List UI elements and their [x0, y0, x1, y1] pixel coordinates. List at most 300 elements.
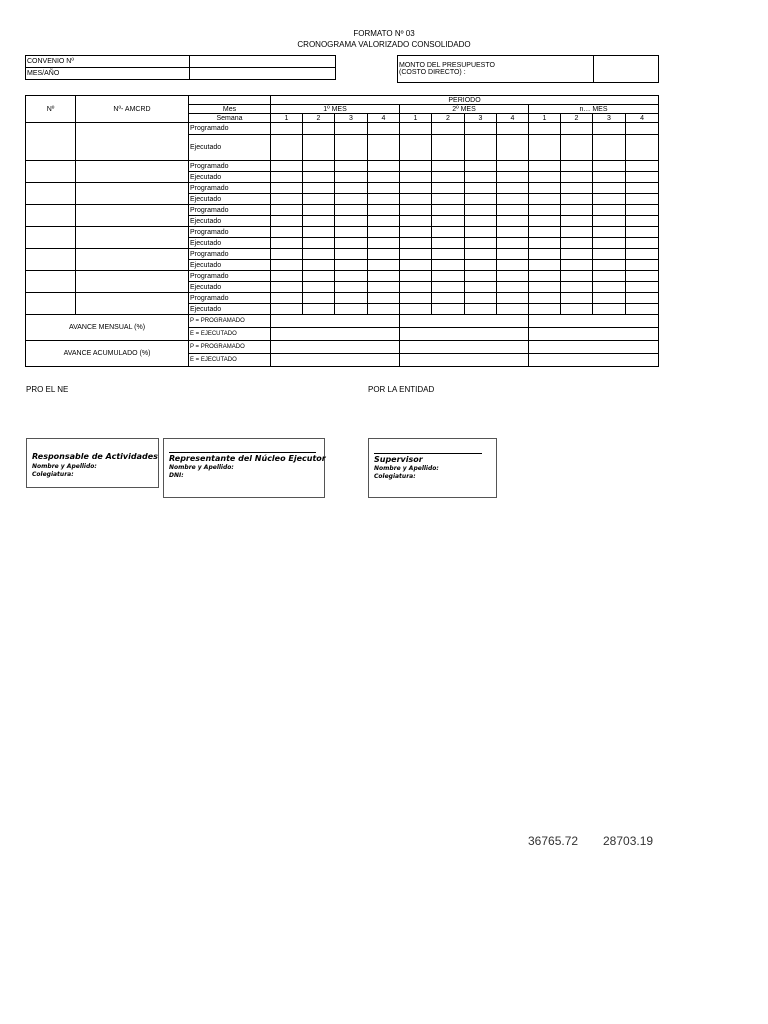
- week-cell[interactable]: [497, 227, 529, 238]
- e-ejecutado-label: E = EJECUTADO: [189, 328, 271, 341]
- week-cell[interactable]: [465, 172, 497, 183]
- week-cell[interactable]: [432, 293, 465, 304]
- programado-label: Programado: [189, 205, 271, 216]
- week-cell[interactable]: [529, 161, 561, 172]
- week-cell[interactable]: [497, 161, 529, 172]
- week-cell[interactable]: [368, 227, 400, 238]
- week-cell[interactable]: [271, 205, 303, 216]
- week-cell[interactable]: [432, 216, 465, 227]
- week-cell[interactable]: [626, 249, 659, 260]
- week-cell[interactable]: [497, 123, 529, 135]
- week-cell[interactable]: [303, 161, 335, 172]
- week-header: 1: [529, 114, 561, 123]
- week-cell[interactable]: [303, 293, 335, 304]
- week-cell[interactable]: [335, 304, 368, 315]
- week-cell[interactable]: [368, 194, 400, 205]
- activity-number-cell[interactable]: [26, 249, 76, 271]
- activity-number-cell[interactable]: [26, 227, 76, 249]
- col-amcrd-header: Nº- AMCRD: [76, 96, 189, 123]
- week-cell[interactable]: [626, 304, 659, 315]
- convenio-label: CONVENIO Nº: [26, 56, 190, 68]
- week-header: 3: [465, 114, 497, 123]
- avance-acumulado-label: AVANCE ACUMULADO (%): [26, 341, 189, 367]
- week-cell[interactable]: [561, 161, 593, 172]
- week-cell[interactable]: [303, 271, 335, 282]
- week-cell[interactable]: [432, 227, 465, 238]
- week-cell[interactable]: [497, 194, 529, 205]
- programado-label: Programado: [189, 271, 271, 282]
- p-programado-label: P = PROGRAMADO: [189, 315, 271, 328]
- week-header: 2: [561, 114, 593, 123]
- week-cell[interactable]: [626, 227, 659, 238]
- programado-label: Programado: [189, 161, 271, 172]
- programado-label: Programado: [189, 227, 271, 238]
- footer-number-1: 36765.72: [528, 834, 579, 848]
- week-cell[interactable]: [271, 135, 303, 161]
- week-cell[interactable]: [335, 238, 368, 249]
- week-cell[interactable]: [400, 249, 432, 260]
- activity-row-programado: [26, 123, 659, 135]
- signature-name-label: Nombre y Apellido:: [374, 465, 439, 472]
- activity-row-programado: [26, 227, 659, 238]
- activity-amcrd-cell[interactable]: [76, 271, 189, 293]
- week-cell[interactable]: [465, 135, 497, 161]
- week-cell[interactable]: [400, 282, 432, 293]
- week-cell[interactable]: [593, 172, 626, 183]
- week-cell[interactable]: [465, 260, 497, 271]
- week-cell[interactable]: [529, 216, 561, 227]
- week-cell[interactable]: [497, 238, 529, 249]
- week-cell[interactable]: [432, 194, 465, 205]
- month-2-header: 2º MES: [400, 105, 529, 114]
- week-cell[interactable]: [303, 249, 335, 260]
- week-cell[interactable]: [335, 293, 368, 304]
- week-cell[interactable]: [626, 183, 659, 194]
- activity-amcrd-cell[interactable]: [76, 249, 189, 271]
- week-cell[interactable]: [529, 238, 561, 249]
- week-cell[interactable]: [368, 216, 400, 227]
- week-cell[interactable]: [368, 238, 400, 249]
- week-cell[interactable]: [561, 227, 593, 238]
- activity-row-programado: [26, 249, 659, 260]
- week-cell[interactable]: [400, 183, 432, 194]
- week-cell[interactable]: [465, 249, 497, 260]
- week-cell[interactable]: [303, 183, 335, 194]
- week-cell[interactable]: [271, 227, 303, 238]
- signature-line: [374, 453, 482, 454]
- week-cell[interactable]: [271, 172, 303, 183]
- week-cell[interactable]: [593, 238, 626, 249]
- week-cell[interactable]: [303, 238, 335, 249]
- week-cell[interactable]: [497, 260, 529, 271]
- week-cell[interactable]: [593, 260, 626, 271]
- week-cell[interactable]: [335, 194, 368, 205]
- week-cell[interactable]: [335, 271, 368, 282]
- activity-row-programado: [26, 205, 659, 216]
- week-cell[interactable]: [303, 216, 335, 227]
- e-ejecutado-label: E = EJECUTADO: [189, 354, 271, 367]
- monto-value[interactable]: [594, 56, 659, 83]
- week-cell[interactable]: [303, 135, 335, 161]
- week-cell[interactable]: [593, 216, 626, 227]
- activity-row-programado: [26, 293, 659, 304]
- week-cell[interactable]: [465, 123, 497, 135]
- activity-amcrd-cell[interactable]: [76, 123, 189, 161]
- week-cell[interactable]: [271, 260, 303, 271]
- week-header: 2: [303, 114, 335, 123]
- week-cell[interactable]: [593, 205, 626, 216]
- week-cell[interactable]: [529, 249, 561, 260]
- monto-label-line1: MONTO DEL PRESUPUESTO: [399, 62, 495, 69]
- signature-title: Representante del Núcleo Ejecutor: [169, 454, 326, 463]
- summary-cell[interactable]: [529, 315, 659, 328]
- week-cell[interactable]: [368, 183, 400, 194]
- week-cell[interactable]: [561, 183, 593, 194]
- week-header: 2: [432, 114, 465, 123]
- week-cell[interactable]: [432, 238, 465, 249]
- week-header: 4: [626, 114, 659, 123]
- week-cell[interactable]: [561, 271, 593, 282]
- mes-anio-value[interactable]: [190, 68, 336, 80]
- week-cell[interactable]: [335, 205, 368, 216]
- pro-el-ne-label: PRO EL NE: [26, 385, 69, 394]
- ejecutado-label: Ejecutado: [189, 216, 271, 227]
- week-cell[interactable]: [497, 293, 529, 304]
- week-cell[interactable]: [368, 304, 400, 315]
- week-cell[interactable]: [529, 183, 561, 194]
- week-cell[interactable]: [368, 161, 400, 172]
- week-cell[interactable]: [303, 227, 335, 238]
- mes-label: Mes: [189, 105, 271, 114]
- week-cell[interactable]: [303, 304, 335, 315]
- footer-number-2: 28703.19: [603, 834, 654, 848]
- p-programado-label: P = PROGRAMADO: [189, 341, 271, 354]
- week-cell[interactable]: [303, 172, 335, 183]
- activity-number-cell[interactable]: [26, 123, 76, 161]
- week-cell[interactable]: [368, 172, 400, 183]
- week-cell[interactable]: [626, 161, 659, 172]
- signature-name-label: Nombre y Apellido:: [169, 464, 234, 471]
- week-cell[interactable]: [400, 123, 432, 135]
- summary-cell[interactable]: [529, 341, 659, 354]
- mes-anio-label: MES/AÑO: [26, 68, 190, 80]
- signature-colegiatura-label: Colegiatura:: [32, 471, 74, 478]
- week-cell[interactable]: [271, 304, 303, 315]
- ejecutado-label: Ejecutado: [189, 282, 271, 293]
- month-1-header: 1º MES: [271, 105, 400, 114]
- week-cell[interactable]: [529, 205, 561, 216]
- week-cell[interactable]: [529, 293, 561, 304]
- week-cell[interactable]: [529, 282, 561, 293]
- week-cell[interactable]: [529, 123, 561, 135]
- week-cell[interactable]: [465, 183, 497, 194]
- week-cell[interactable]: [593, 161, 626, 172]
- summary-cell[interactable]: [271, 328, 400, 341]
- week-cell[interactable]: [368, 260, 400, 271]
- periodo-header: PERIODO: [271, 96, 659, 105]
- week-header: 3: [593, 114, 626, 123]
- activity-number-cell[interactable]: [26, 161, 76, 183]
- week-header: 3: [335, 114, 368, 123]
- week-cell[interactable]: [400, 260, 432, 271]
- summary-cell[interactable]: [400, 354, 529, 367]
- week-cell[interactable]: [400, 227, 432, 238]
- por-la-entidad-label: POR LA ENTIDAD: [368, 385, 435, 394]
- week-cell[interactable]: [497, 135, 529, 161]
- week-cell[interactable]: [593, 293, 626, 304]
- week-cell[interactable]: [593, 271, 626, 282]
- week-cell[interactable]: [497, 249, 529, 260]
- week-cell[interactable]: [432, 172, 465, 183]
- week-cell[interactable]: [593, 194, 626, 205]
- week-cell[interactable]: [335, 123, 368, 135]
- week-cell[interactable]: [271, 282, 303, 293]
- week-cell[interactable]: [335, 260, 368, 271]
- week-cell[interactable]: [497, 304, 529, 315]
- week-cell[interactable]: [432, 123, 465, 135]
- week-cell[interactable]: [529, 260, 561, 271]
- activity-number-cell[interactable]: [26, 271, 76, 293]
- schedule-table: [25, 95, 659, 367]
- week-cell[interactable]: [561, 123, 593, 135]
- week-cell[interactable]: [561, 238, 593, 249]
- week-cell[interactable]: [400, 161, 432, 172]
- week-cell[interactable]: [626, 271, 659, 282]
- form-number: FORMATO Nº 03: [353, 29, 415, 38]
- week-cell[interactable]: [271, 183, 303, 194]
- week-cell[interactable]: [465, 304, 497, 315]
- signature-name-label: Nombre y Apellido:: [32, 463, 97, 470]
- activity-number-cell[interactable]: [26, 205, 76, 227]
- week-cell[interactable]: [303, 260, 335, 271]
- summary-cell[interactable]: [271, 341, 400, 354]
- programado-label: Programado: [189, 249, 271, 260]
- convenio-value[interactable]: [190, 56, 336, 68]
- week-cell[interactable]: [432, 304, 465, 315]
- programado-label: Programado: [189, 183, 271, 194]
- ejecutado-label: Ejecutado: [189, 172, 271, 183]
- week-cell[interactable]: [529, 227, 561, 238]
- week-cell[interactable]: [271, 161, 303, 172]
- week-cell[interactable]: [561, 260, 593, 271]
- week-cell[interactable]: [368, 293, 400, 304]
- week-cell[interactable]: [368, 135, 400, 161]
- week-cell[interactable]: [561, 282, 593, 293]
- week-cell[interactable]: [303, 282, 335, 293]
- week-cell[interactable]: [561, 135, 593, 161]
- week-cell[interactable]: [465, 271, 497, 282]
- week-cell[interactable]: [271, 249, 303, 260]
- week-cell[interactable]: [561, 172, 593, 183]
- monto-label: [398, 56, 594, 83]
- week-cell[interactable]: [593, 123, 626, 135]
- week-cell[interactable]: [529, 304, 561, 315]
- week-cell[interactable]: [400, 238, 432, 249]
- week-cell[interactable]: [593, 282, 626, 293]
- week-cell[interactable]: [561, 293, 593, 304]
- week-cell[interactable]: [335, 172, 368, 183]
- week-cell[interactable]: [368, 205, 400, 216]
- week-cell[interactable]: [432, 135, 465, 161]
- ejecutado-label: Ejecutado: [189, 135, 271, 161]
- form-title: CRONOGRAMA VALORIZADO CONSOLIDADO: [297, 40, 471, 49]
- week-cell[interactable]: [271, 293, 303, 304]
- week-cell[interactable]: [626, 135, 659, 161]
- week-cell[interactable]: [626, 216, 659, 227]
- week-cell[interactable]: [529, 194, 561, 205]
- week-cell[interactable]: [432, 205, 465, 216]
- month-n-header: n… MES: [529, 105, 659, 114]
- week-cell[interactable]: [561, 249, 593, 260]
- ejecutado-label: Ejecutado: [189, 238, 271, 249]
- summary-cell[interactable]: [400, 328, 529, 341]
- week-cell[interactable]: [465, 293, 497, 304]
- week-cell[interactable]: [465, 161, 497, 172]
- signature-box-responsable: [26, 438, 159, 488]
- week-cell[interactable]: [529, 271, 561, 282]
- activity-number-cell[interactable]: [26, 183, 76, 205]
- week-cell[interactable]: [465, 194, 497, 205]
- week-cell[interactable]: [271, 123, 303, 135]
- week-cell[interactable]: [368, 249, 400, 260]
- week-cell[interactable]: [335, 282, 368, 293]
- week-cell[interactable]: [529, 135, 561, 161]
- week-cell[interactable]: [626, 123, 659, 135]
- summary-cell[interactable]: [400, 341, 529, 354]
- activity-amcrd-cell[interactable]: [76, 293, 189, 315]
- week-cell[interactable]: [400, 194, 432, 205]
- ejecutado-label: Ejecutado: [189, 260, 271, 271]
- week-cell[interactable]: [593, 227, 626, 238]
- week-cell[interactable]: [271, 194, 303, 205]
- week-cell[interactable]: [626, 194, 659, 205]
- week-cell[interactable]: [593, 183, 626, 194]
- week-cell[interactable]: [529, 172, 561, 183]
- week-cell[interactable]: [335, 161, 368, 172]
- week-cell[interactable]: [335, 216, 368, 227]
- week-cell[interactable]: [626, 172, 659, 183]
- week-cell[interactable]: [593, 249, 626, 260]
- week-cell[interactable]: [561, 216, 593, 227]
- week-cell[interactable]: [465, 216, 497, 227]
- activity-amcrd-cell[interactable]: [76, 205, 189, 227]
- monto-table: [397, 55, 659, 83]
- week-cell[interactable]: [271, 216, 303, 227]
- signature-title: Supervisor: [374, 455, 423, 464]
- week-cell[interactable]: [432, 183, 465, 194]
- activity-number-cell[interactable]: [26, 293, 76, 315]
- col-n-header: Nº: [26, 96, 76, 123]
- week-header: 1: [400, 114, 432, 123]
- week-cell[interactable]: [335, 227, 368, 238]
- week-cell[interactable]: [432, 249, 465, 260]
- convenio-table: [25, 55, 336, 80]
- week-cell[interactable]: [626, 238, 659, 249]
- activity-row-programado: [26, 161, 659, 172]
- week-cell[interactable]: [432, 161, 465, 172]
- week-cell[interactable]: [400, 135, 432, 161]
- week-cell[interactable]: [303, 194, 335, 205]
- week-cell[interactable]: [497, 183, 529, 194]
- week-cell[interactable]: [465, 227, 497, 238]
- ejecutado-label: Ejecutado: [189, 194, 271, 205]
- week-header: 4: [368, 114, 400, 123]
- week-header: 4: [497, 114, 529, 123]
- week-cell[interactable]: [400, 205, 432, 216]
- activity-row-programado: [26, 183, 659, 194]
- week-cell[interactable]: [432, 282, 465, 293]
- week-cell[interactable]: [368, 271, 400, 282]
- signature-title: Responsable de Actividades: [32, 452, 158, 461]
- avance-mensual-label: AVANCE MENSUAL (%): [26, 315, 189, 341]
- week-header: 1: [271, 114, 303, 123]
- week-cell[interactable]: [303, 205, 335, 216]
- week-cell[interactable]: [497, 205, 529, 216]
- week-cell[interactable]: [303, 123, 335, 135]
- signature-line: [169, 452, 316, 453]
- activity-row-programado: [26, 271, 659, 282]
- week-cell[interactable]: [271, 271, 303, 282]
- summary-cell[interactable]: [271, 315, 400, 328]
- week-cell[interactable]: [497, 271, 529, 282]
- week-cell[interactable]: [432, 271, 465, 282]
- activity-amcrd-cell[interactable]: [76, 183, 189, 205]
- week-cell[interactable]: [400, 172, 432, 183]
- week-cell[interactable]: [465, 205, 497, 216]
- week-cell[interactable]: [561, 304, 593, 315]
- monto-label-line2: (COSTO DIRECTO) :: [399, 69, 466, 76]
- ejecutado-label: Ejecutado: [189, 304, 271, 315]
- summary-cell[interactable]: [271, 354, 400, 367]
- week-cell[interactable]: [368, 282, 400, 293]
- signature-colegiatura-label: Colegiatura:: [374, 473, 416, 480]
- week-cell[interactable]: [335, 183, 368, 194]
- week-cell[interactable]: [626, 282, 659, 293]
- activity-amcrd-cell[interactable]: [76, 161, 189, 183]
- activity-amcrd-cell[interactable]: [76, 227, 189, 249]
- week-cell[interactable]: [271, 238, 303, 249]
- week-cell[interactable]: [626, 293, 659, 304]
- week-cell[interactable]: [626, 205, 659, 216]
- signature-box-supervisor: [368, 438, 497, 498]
- activity-rows: [26, 123, 659, 315]
- week-cell[interactable]: [400, 293, 432, 304]
- summary-cell[interactable]: [529, 328, 659, 341]
- week-cell[interactable]: [335, 249, 368, 260]
- week-cell[interactable]: [561, 205, 593, 216]
- week-cell[interactable]: [432, 260, 465, 271]
- summary-cell[interactable]: [529, 354, 659, 367]
- week-cell[interactable]: [465, 282, 497, 293]
- week-cell[interactable]: [368, 123, 400, 135]
- week-cell[interactable]: [400, 216, 432, 227]
- week-cell[interactable]: [561, 194, 593, 205]
- week-cell[interactable]: [400, 304, 432, 315]
- week-cell[interactable]: [497, 282, 529, 293]
- week-cell[interactable]: [593, 135, 626, 161]
- week-cell[interactable]: [400, 271, 432, 282]
- signature-dni-label: DNI:: [169, 472, 184, 479]
- programado-label: Programado: [189, 123, 271, 135]
- week-cell[interactable]: [497, 172, 529, 183]
- week-cell[interactable]: [497, 216, 529, 227]
- summary-cell[interactable]: [400, 315, 529, 328]
- week-cell[interactable]: [626, 260, 659, 271]
- signature-box-representante: [163, 438, 325, 498]
- week-cell[interactable]: [335, 135, 368, 161]
- week-cell[interactable]: [593, 304, 626, 315]
- week-cell[interactable]: [465, 238, 497, 249]
